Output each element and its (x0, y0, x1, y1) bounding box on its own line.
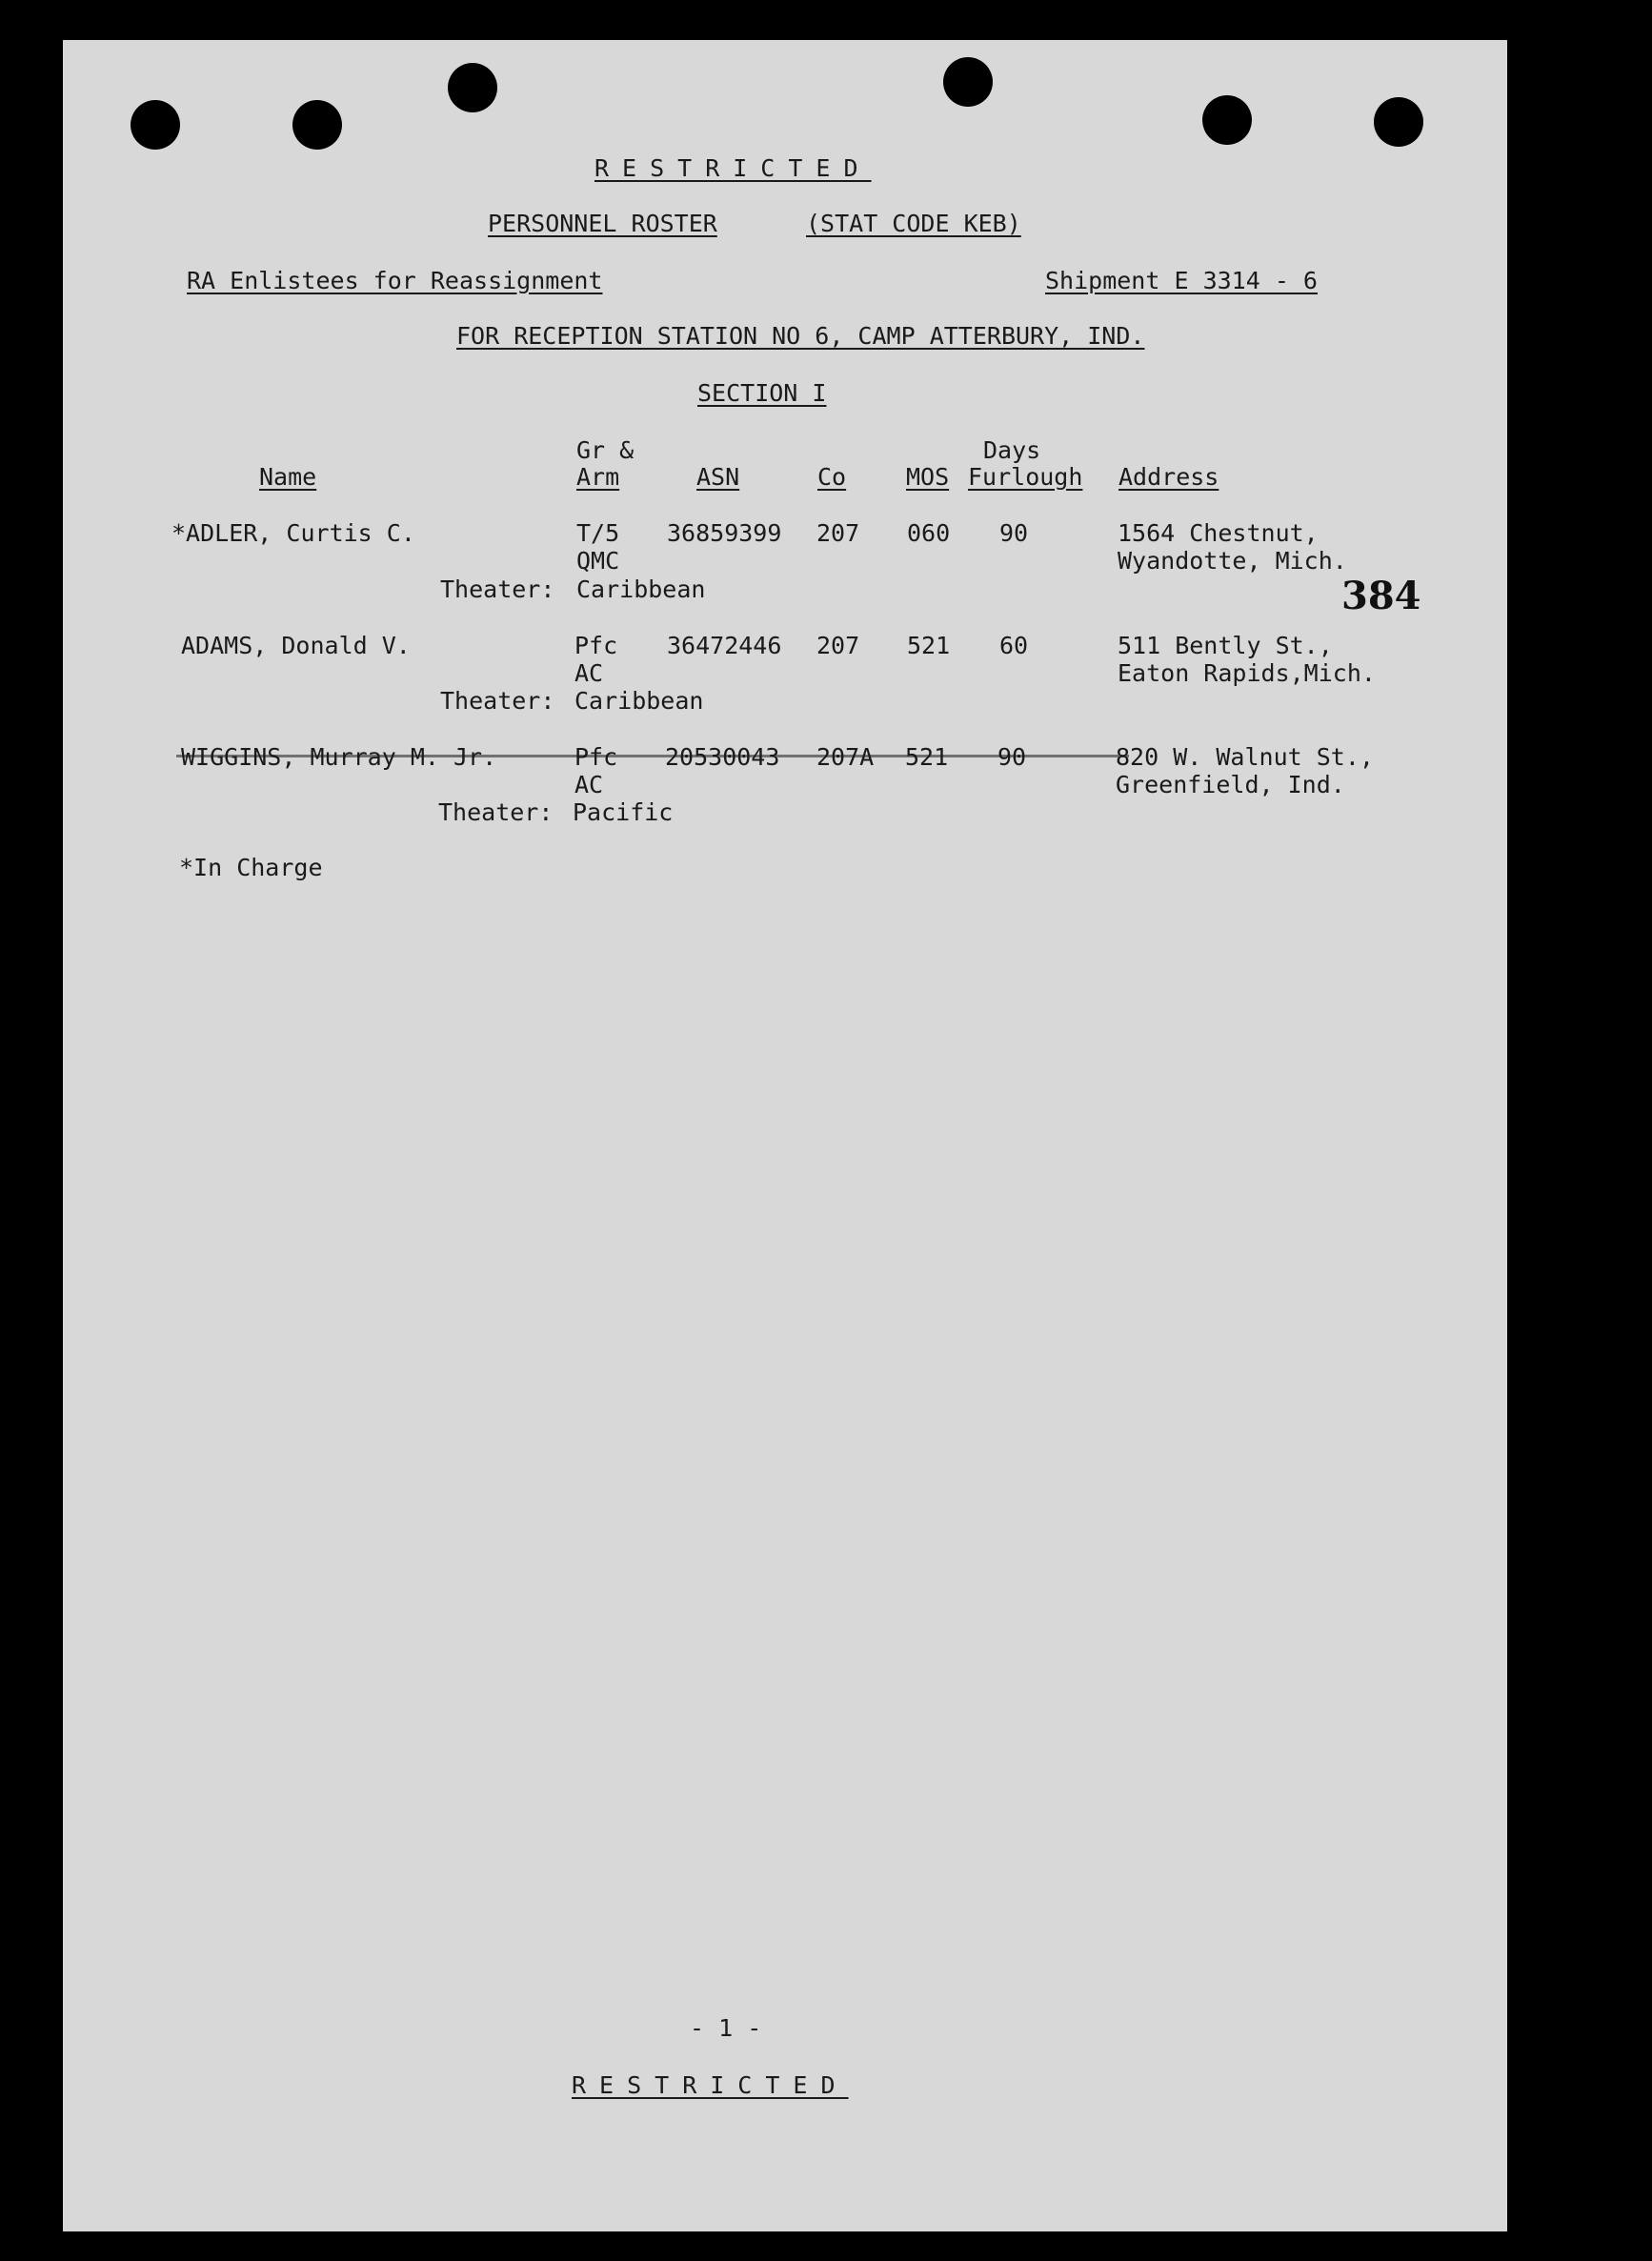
row-arm: QMC (576, 547, 620, 575)
row-days: 60 (999, 632, 1029, 659)
punch-hole (292, 100, 342, 150)
stat-code: (STAT CODE KEB) (806, 210, 1021, 237)
col-co: Co (817, 463, 847, 491)
col-address: Address (1118, 463, 1219, 491)
document-page (63, 40, 1507, 2231)
row-grade: Pfc (574, 632, 618, 659)
row-mos: 521 (907, 632, 951, 659)
row-co: 207 (816, 519, 860, 547)
col-grade-top: Gr & (576, 436, 635, 464)
row-asn: 36859399 (667, 519, 782, 547)
col-asn: ASN (696, 463, 740, 491)
group-title: RA Enlistees for Reassignment (187, 267, 603, 294)
row-address-line1: 511 Bently St., (1118, 632, 1333, 659)
row-address-line2: Greenfield, Ind. (1116, 771, 1345, 798)
row-arm: AC (574, 771, 604, 798)
col-grade-bottom: Arm (576, 463, 620, 491)
punch-hole (1202, 95, 1252, 145)
punch-hole (448, 63, 497, 112)
row-theater: Pacific (573, 798, 674, 826)
col-name: Name (259, 463, 317, 491)
restricted-footer: RESTRICTED (572, 2071, 849, 2099)
row-theater-label: Theater: (440, 575, 555, 603)
row-co: 207 (816, 632, 860, 659)
row-name: ADAMS, Donald V. (181, 632, 411, 659)
row-co: 207A (816, 743, 875, 771)
col-days-bottom: Furlough (968, 463, 1083, 491)
stamp-number: 384 (1341, 574, 1421, 618)
row-asn: 36472446 (667, 632, 782, 659)
row-name: *ADLER, Curtis C. (171, 519, 415, 547)
row-theater: Caribbean (576, 575, 706, 603)
row-days: 90 (997, 743, 1027, 771)
row-grade: Pfc (574, 743, 618, 771)
row-asn: 20530043 (665, 743, 780, 771)
row-address-line1: 1564 Chestnut, (1118, 519, 1319, 547)
col-mos: MOS (906, 463, 950, 491)
row-address-line2: Wyandotte, Mich. (1118, 547, 1347, 575)
punch-hole (1374, 97, 1423, 147)
row-days: 90 (999, 519, 1029, 547)
roster-title: PERSONNEL ROSTER (488, 210, 717, 237)
shipment-number: Shipment E 3314 - 6 (1045, 267, 1318, 294)
col-days-top: Days (983, 436, 1041, 464)
footnote: *In Charge (179, 854, 323, 881)
section-title: SECTION I (697, 379, 827, 407)
punch-hole (943, 57, 993, 107)
row-name: WIGGINS, Murray M. Jr. (181, 743, 497, 771)
punch-hole (131, 100, 180, 150)
page-number: - 1 - (690, 2014, 762, 2042)
row-theater-label: Theater: (438, 798, 554, 826)
restricted-header: RESTRICTED (594, 154, 872, 182)
row-mos: 060 (907, 519, 951, 547)
row-address-line2: Eaton Rapids,Mich. (1118, 659, 1376, 687)
row-theater-label: Theater: (440, 687, 555, 715)
row-arm: AC (574, 659, 604, 687)
destination: FOR RECEPTION STATION NO 6, CAMP ATTERBURY, IND. (456, 322, 1145, 350)
row-mos: 521 (905, 743, 949, 771)
row-address-line1: 820 W. Walnut St., (1116, 743, 1374, 771)
row-grade: T/5 (576, 519, 620, 547)
row-theater: Caribbean (574, 687, 704, 715)
